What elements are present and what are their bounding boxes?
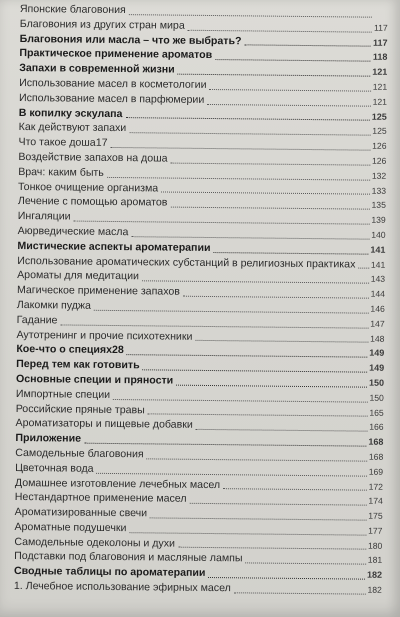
toc-page-number: 165 [369,407,384,418]
toc-entry-title: Японские благовония [19,2,126,17]
dot-leader [188,29,372,32]
toc-entry-title: Кое-что о специях28 [16,343,124,357]
toc-page-number: 144 [370,288,386,299]
toc-page-number: 121 [372,81,388,92]
toc-entry-title: Благовония из других стран мира [19,17,185,32]
dot-leader [358,268,369,269]
toc-page-number: 168 [368,436,384,447]
dot-leader [129,532,366,535]
dot-leader [161,192,369,195]
toc-page-number: 150 [369,392,384,403]
toc-entry-title: Самодельные одеколоны и духи [14,535,176,550]
dot-leader [183,296,369,299]
toc-entry-title: Самодельные благовония [15,446,144,461]
toc-page-number: 139 [371,214,386,225]
toc-entry-title: Использование масел в парфюмерии [18,91,205,106]
dot-leader [147,458,367,461]
toc-page-number: 166 [369,421,384,433]
dot-leader [245,563,365,565]
toc-entry-title: Ароматизированные свечи [14,506,148,520]
toc-entry-title: Ингаляции [17,210,71,223]
toc-entry-title: Благовония или масла – что же выбрать? [19,32,242,47]
toc-entry-title: Лечение с помощью ароматов [17,195,168,209]
toc-page-number: 169 [368,466,384,477]
toc-page-number: 147 [370,318,385,329]
toc-page-number: 141 [370,259,386,270]
toc-page-number: 146 [370,303,385,314]
toc-entry-title: Гадание [16,313,58,327]
dot-leader [113,399,367,403]
toc-entry-title: Ароматизаторы и пищевые добавки [15,417,193,432]
toc-entry-title: Как действуют запахи [18,121,127,135]
toc-page-number: 135 [371,200,386,211]
dot-leader [129,132,370,136]
toc-entry-title: Запахи в современной жизни [19,62,175,76]
toc-entry-title: Врач: каким быть [18,165,104,179]
toc-entry-title: Подставки под благовония и масляные лампы [14,550,243,565]
toc-page-number: 121 [372,96,388,107]
toc-page-number: 148 [370,333,385,344]
toc-page-number: 177 [368,525,383,536]
toc-page-number: 126 [371,155,387,166]
toc-entry-title: Воздействие запахов на доша [18,150,168,165]
dot-leader [170,162,369,165]
toc-entry-title: Что такое доша17 [18,136,108,150]
dot-leader [223,488,366,491]
toc-page-number: 174 [368,495,383,507]
dot-leader [213,252,368,255]
toc-page-number: 182 [366,569,383,581]
dot-leader [125,117,369,121]
dot-leader [209,89,370,92]
toc-page-number: 125 [371,111,387,122]
toc-page-number: 118 [372,52,388,63]
toc-entry-title: Использование ароматических субстанций в религиозных практиках [17,254,356,271]
toc-page-number: 149 [369,362,385,373]
dot-leader [196,429,367,432]
dot-leader [208,577,365,580]
toc-page-number: 181 [367,555,383,566]
toc-page-number: 143 [370,274,386,285]
toc-entry-title: Тонкое очищение организма [18,180,159,195]
dot-leader [176,384,367,387]
toc-page-number: 180 [367,540,383,551]
toc-entry-title: Сводные таблицы по ароматерапии [13,565,206,580]
toc-entry-title: Лакомки пуджа [16,298,92,312]
dot-leader [84,443,366,447]
dot-leader [150,517,366,520]
toc-entry-title: Приложение [15,432,82,445]
toc-page-number: 150 [368,377,385,388]
dot-leader [234,592,366,594]
dot-leader [127,354,368,358]
dot-leader [129,14,372,18]
dot-leader [189,503,366,506]
toc-page-number: 175 [368,510,383,521]
toc-entry-title: Аюрведические масла [17,224,129,239]
dot-leader [143,369,368,372]
dot-leader [110,147,370,151]
toc-page-number: 117 [373,37,388,48]
toc-page-number: 132 [371,170,387,181]
toc-entry-title: Использование масел в косметологии [19,76,207,91]
dot-leader [170,207,369,210]
toc-entry-title: Российские пряные травы [15,402,145,416]
toc-entry-title: Практическое применение ароматов [19,47,213,62]
toc-page-number: 121 [372,66,388,78]
toc-page-number: 149 [369,348,385,359]
dot-leader [148,414,368,417]
dot-leader [97,472,367,476]
toc-entry-title: 1. Лечебное использование эфирных масел [13,580,231,595]
toc-page-number: 182 [367,584,382,595]
dot-leader [178,547,366,550]
toc-page-number: 117 [373,22,388,33]
dot-leader [107,176,370,180]
toc-entry-title: Импортные специи [15,387,111,401]
dot-leader [178,74,371,77]
toc-entry-title: Магическое применение запахов [16,284,180,298]
toc-entry-title: В копилку эскулапа [18,106,123,120]
toc-entry-title: Домашнее изготовление лечебных масел [14,476,221,491]
toc-entry-title: Нестандартное применение масел [14,491,187,506]
table-of-contents [14,2,388,598]
dot-leader [244,45,371,47]
toc-entry-title: Основные специи и пряности [15,372,174,387]
dot-leader [131,236,369,239]
toc-entry-row [14,579,382,598]
toc-entry-title: Перед тем как готовить [16,358,140,372]
dot-leader [94,310,369,314]
toc-entry-title: Мистические аспекты ароматерапии [17,239,211,254]
dot-leader [195,340,368,343]
toc-page-number: 172 [368,481,384,492]
dot-leader [215,59,371,62]
toc-entry-title: Ароматы для медитации [17,269,140,283]
toc-entry-title: Ароматные подушечки [14,520,127,535]
dot-leader [142,280,369,283]
dot-leader [207,104,370,107]
toc-page-number: 141 [370,244,386,255]
toc-page-number: 126 [372,140,387,152]
toc-entry-title: Аутотренинг и прочие психотехники [16,328,193,343]
toc-page-number: 133 [371,185,387,196]
toc-page-number: 125 [372,126,387,137]
toc-page-number: 168 [368,451,384,462]
toc-entry-title: Цветочная вода [15,461,94,475]
toc-page-number: 140 [371,229,386,240]
